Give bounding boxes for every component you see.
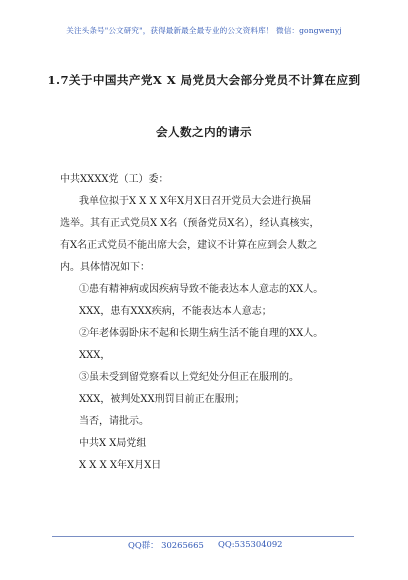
- signature-date: X X X X年X月X日: [79, 460, 162, 471]
- page-footer: [0, 536, 408, 556]
- list-item-detail: XXX，被判处XX刑罚目前正在服刑；: [79, 394, 245, 405]
- salutation: 中共XXXX党（工）委：: [60, 174, 169, 185]
- list-item: ②年老体弱卧床不起和长期生病生活不能自理的XX人。: [79, 328, 324, 339]
- paragraph-line: 有X名正式党员不能出席大会，建议不计算在应到会人数之: [60, 240, 318, 251]
- list-item-detail: XXX，患有XXX疾病，不能表达本人意志；: [79, 306, 272, 317]
- closing-line: 当否，请批示。: [79, 416, 149, 427]
- document-title-line-2: 会人数之内的请示: [156, 125, 252, 139]
- paragraph-line: 选举。其有正式党员X X名（预备党员X名），经认真核实，: [60, 218, 320, 229]
- footer-divider: [52, 536, 354, 537]
- footer-qq-group: QQ群： 30265665: [128, 540, 204, 550]
- document-title-line-1: 1.7关于中国共产党X X 局党员大会部分党员不计算在应到: [47, 73, 361, 87]
- paragraph-line: 我单位拟于X X X X年X月X日召开党员大会进行换届: [79, 196, 312, 207]
- list-item: ①患有精神病或因疾病导致不能表达本人意志的XX人。: [79, 284, 324, 295]
- paragraph-line: 内。具体情况如下：: [60, 262, 150, 273]
- list-item-detail: XXX，: [79, 350, 111, 361]
- signature-org: 中共X X局党组: [79, 438, 147, 449]
- header-note: 关注头条号"公文研究"，获得最新最全最专业的公文资料库！ 微信：gongwenyj: [66, 26, 342, 35]
- footer-qq: QQ:535304092: [218, 539, 283, 549]
- list-item: ③虽未受到留党察看以上党纪处分但正在服刑的。: [79, 372, 299, 383]
